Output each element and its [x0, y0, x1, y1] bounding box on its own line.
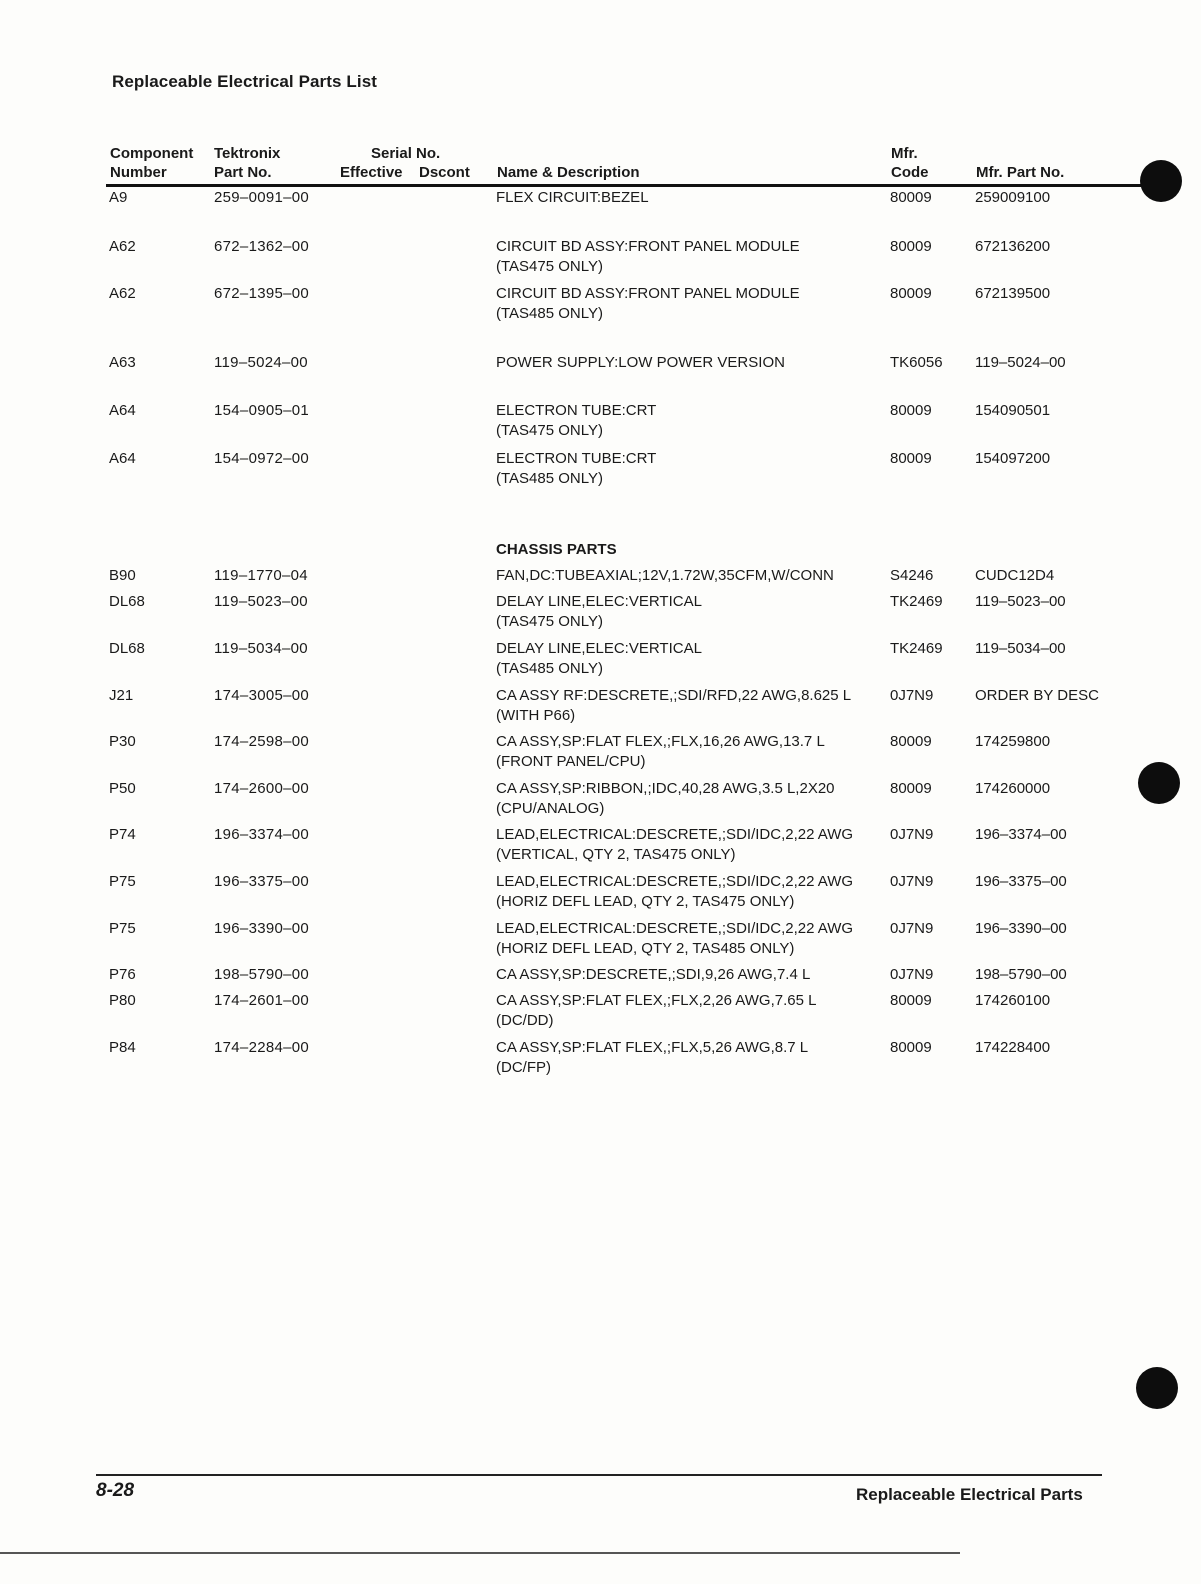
tektronix-part-no: 174–3005–00	[214, 687, 310, 704]
name-description	[496, 449, 656, 489]
description-note: (HORIZ DEFL LEAD, QTY 2, TAS475 ONLY)	[496, 893, 795, 910]
header-mfr-part-no: Mfr. Part No.	[976, 164, 1065, 181]
name-description	[496, 991, 816, 1031]
mfr-part-no: 196–3375–00	[975, 873, 1067, 890]
mfr-code: 80009	[890, 780, 932, 797]
component-number: DL68	[109, 640, 145, 657]
description-note: (TAS475 ONLY)	[496, 422, 603, 439]
binder-hole-top	[1140, 160, 1182, 202]
mfr-part-no: ORDER BY DESC	[975, 687, 1099, 704]
mfr-part-no: 672136200	[975, 238, 1051, 255]
mfr-code: 0J7N9	[890, 687, 934, 704]
component-number: A9	[109, 189, 128, 206]
footer-title: Replaceable Electrical Parts	[856, 1485, 1083, 1504]
description-note: (TAS475 ONLY)	[496, 613, 603, 630]
mfr-code: 80009	[890, 733, 932, 750]
description-line: CA ASSY,SP:DESCRETE,;SDI,9,26 AWG,7.4 L	[496, 966, 811, 983]
section-chassis-parts: CHASSIS PARTS	[496, 541, 617, 558]
mfr-code: 0J7N9	[890, 873, 934, 890]
tektronix-part-no: 672–1362–00	[214, 238, 310, 255]
tektronix-part-no: 198–5790–00	[214, 966, 310, 983]
mfr-part-no: 174260100	[975, 992, 1051, 1009]
description-line: CA ASSY,SP:FLAT FLEX,;FLX,5,26 AWG,8.7 L	[496, 1039, 809, 1056]
description-line: CIRCUIT BD ASSY:FRONT PANEL MODULE	[496, 285, 800, 302]
tektronix-part-no: 672–1395–00	[214, 285, 310, 302]
description-line: ELECTRON TUBE:CRT	[496, 450, 657, 467]
mfr-part-no: CUDC12D4	[975, 567, 1055, 584]
description-line: FLEX CIRCUIT:BEZEL	[496, 189, 649, 206]
component-number: A64	[109, 402, 136, 419]
description-note: (FRONT PANEL/CPU)	[496, 753, 646, 770]
description-line: CA ASSY,SP:FLAT FLEX,;FLX,2,26 AWG,7.65 L	[496, 992, 817, 1009]
mfr-part-no: 174228400	[975, 1039, 1051, 1056]
mfr-code: TK2469	[890, 593, 943, 610]
tektronix-part-no: 119–5023–00	[214, 593, 308, 610]
header-mfr-line1: Mfr.	[891, 145, 918, 162]
description-line: ELECTRON TUBE:CRT	[496, 402, 657, 419]
mfr-part-no: 196–3374–00	[975, 826, 1067, 843]
mfr-part-no: 154090501	[975, 402, 1051, 419]
header-component-line2: Number	[110, 164, 167, 181]
name-description	[496, 639, 702, 679]
component-number: P75	[109, 873, 136, 890]
component-number: A62	[109, 285, 136, 302]
name-description	[496, 686, 851, 726]
description-line: LEAD,ELECTRICAL:DESCRETE,;SDI/IDC,2,22 AWG	[496, 826, 854, 843]
header-tektronix-line1: Tektronix	[214, 145, 281, 162]
name-description	[496, 779, 835, 819]
component-number: P30	[109, 733, 136, 750]
name-description	[496, 919, 853, 959]
description-line: CIRCUIT BD ASSY:FRONT PANEL MODULE	[496, 238, 800, 255]
footer-rule	[96, 1474, 1102, 1476]
description-line: CA ASSY,SP:RIBBON,;IDC,40,28 AWG,3.5 L,2X20	[496, 780, 835, 797]
mfr-part-no: 174259800	[975, 733, 1051, 750]
description-note: (TAS485 ONLY)	[496, 305, 603, 322]
description-note: (DC/FP)	[496, 1059, 551, 1076]
component-number: P75	[109, 920, 136, 937]
name-description	[496, 592, 702, 632]
description-note: (WITH P66)	[496, 707, 576, 724]
tektronix-part-no: 119–5024–00	[214, 354, 308, 371]
header-tektronix-line2: Part No.	[214, 164, 272, 181]
description-note: (CPU/ANALOG)	[496, 800, 605, 817]
description-note: (TAS475 ONLY)	[496, 258, 603, 275]
page-number: 8-28	[96, 1480, 135, 1501]
component-number: J21	[109, 687, 134, 704]
description-line: CA ASSY,SP:FLAT FLEX,;FLX,16,26 AWG,13.7 L	[496, 733, 825, 750]
description-line: LEAD,ELECTRICAL:DESCRETE,;SDI/IDC,2,22 AWG	[496, 873, 854, 890]
component-number: P76	[109, 966, 136, 983]
header-mfr-line2: Code	[891, 164, 929, 181]
description-note: (HORIZ DEFL LEAD, QTY 2, TAS485 ONLY)	[496, 940, 795, 957]
name-description	[496, 1038, 808, 1078]
name-description	[496, 825, 853, 865]
mfr-part-no: 119–5023–00	[975, 593, 1066, 610]
mfr-part-no: 196–3390–00	[975, 920, 1067, 937]
tektronix-part-no: 196–3375–00	[214, 873, 310, 890]
name-description	[496, 872, 853, 912]
component-number: B90	[109, 567, 136, 584]
description-line: DELAY LINE,ELEC:VERTICAL	[496, 593, 702, 610]
description-note: (TAS485 ONLY)	[496, 660, 603, 677]
component-number: P74	[109, 826, 136, 843]
mfr-code: TK2469	[890, 640, 943, 657]
description-line: LEAD,ELECTRICAL:DESCRETE,;SDI/IDC,2,22 AWG	[496, 920, 854, 937]
mfr-code: 0J7N9	[890, 920, 934, 937]
component-number: P84	[109, 1039, 136, 1056]
header-component	[110, 144, 193, 182]
mfr-code: 80009	[890, 402, 932, 419]
name-description	[496, 353, 785, 373]
description-note: (VERTICAL, QTY 2, TAS475 ONLY)	[496, 846, 736, 863]
header-tektronix	[214, 144, 280, 182]
mfr-code: TK6056	[890, 354, 943, 371]
mfr-part-no: 672139500	[975, 285, 1051, 302]
header-mfr-code	[891, 144, 929, 182]
mfr-code: 0J7N9	[890, 826, 934, 843]
mfr-code: 80009	[890, 238, 932, 255]
component-number: P50	[109, 780, 136, 797]
mfr-code: 80009	[890, 450, 932, 467]
name-description	[496, 284, 800, 324]
tektronix-part-no: 196–3374–00	[214, 826, 310, 843]
description-note: (DC/DD)	[496, 1012, 554, 1029]
name-description	[496, 732, 825, 772]
mfr-code: S4246	[890, 567, 934, 584]
component-number: A62	[109, 238, 136, 255]
binder-hole-middle	[1138, 762, 1180, 804]
tektronix-part-no: 174–2600–00	[214, 780, 310, 797]
page-title: Replaceable Electrical Parts List	[112, 72, 378, 91]
binder-hole-bottom	[1136, 1367, 1178, 1409]
name-description	[496, 188, 649, 208]
tektronix-part-no: 119–1770–04	[214, 567, 308, 584]
mfr-code: 80009	[890, 992, 932, 1009]
tektronix-part-no: 196–3390–00	[214, 920, 310, 937]
name-description	[496, 237, 800, 277]
mfr-part-no: 119–5024–00	[975, 354, 1066, 371]
mfr-code: 80009	[890, 1039, 932, 1056]
description-line: CA ASSY RF:DESCRETE,;SDI/RFD,22 AWG,8.625 L	[496, 687, 852, 704]
header-serial: Serial No.	[371, 145, 441, 162]
description-line: POWER SUPPLY:LOW POWER VERSION	[496, 354, 785, 371]
component-number: P80	[109, 992, 136, 1009]
name-description	[496, 566, 834, 586]
mfr-code: 0J7N9	[890, 966, 934, 983]
tektronix-part-no: 174–2601–00	[214, 992, 310, 1009]
header-component-line1: Component	[110, 145, 194, 162]
mfr-code: 80009	[890, 285, 932, 302]
description-note: (TAS485 ONLY)	[496, 470, 603, 487]
tektronix-part-no: 119–5034–00	[214, 640, 308, 657]
mfr-part-no: 259009100	[975, 189, 1051, 206]
component-number: A64	[109, 450, 136, 467]
header-dscont: Dscont	[419, 164, 470, 181]
tektronix-part-no: 154–0905–01	[214, 402, 310, 419]
header-effective: Effective	[340, 164, 403, 181]
description-line: FAN,DC:TUBEAXIAL;12V,1.72W,35CFM,W/CONN	[496, 567, 834, 584]
name-description	[496, 965, 810, 985]
mfr-part-no: 154097200	[975, 450, 1051, 467]
header-rule	[106, 184, 1150, 187]
tektronix-part-no: 154–0972–00	[214, 450, 310, 467]
description-line: DELAY LINE,ELEC:VERTICAL	[496, 640, 702, 657]
scan-edge-rule	[0, 1552, 960, 1554]
mfr-part-no: 174260000	[975, 780, 1051, 797]
name-description	[496, 401, 656, 441]
header-name-description: Name & Description	[497, 164, 640, 181]
component-number: DL68	[109, 593, 145, 610]
mfr-code: 80009	[890, 189, 932, 206]
mfr-part-no: 119–5034–00	[975, 640, 1066, 657]
tektronix-part-no: 174–2284–00	[214, 1039, 310, 1056]
mfr-part-no: 198–5790–00	[975, 966, 1067, 983]
component-number: A63	[109, 354, 136, 371]
tektronix-part-no: 174–2598–00	[214, 733, 310, 750]
tektronix-part-no: 259–0091–00	[214, 189, 310, 206]
